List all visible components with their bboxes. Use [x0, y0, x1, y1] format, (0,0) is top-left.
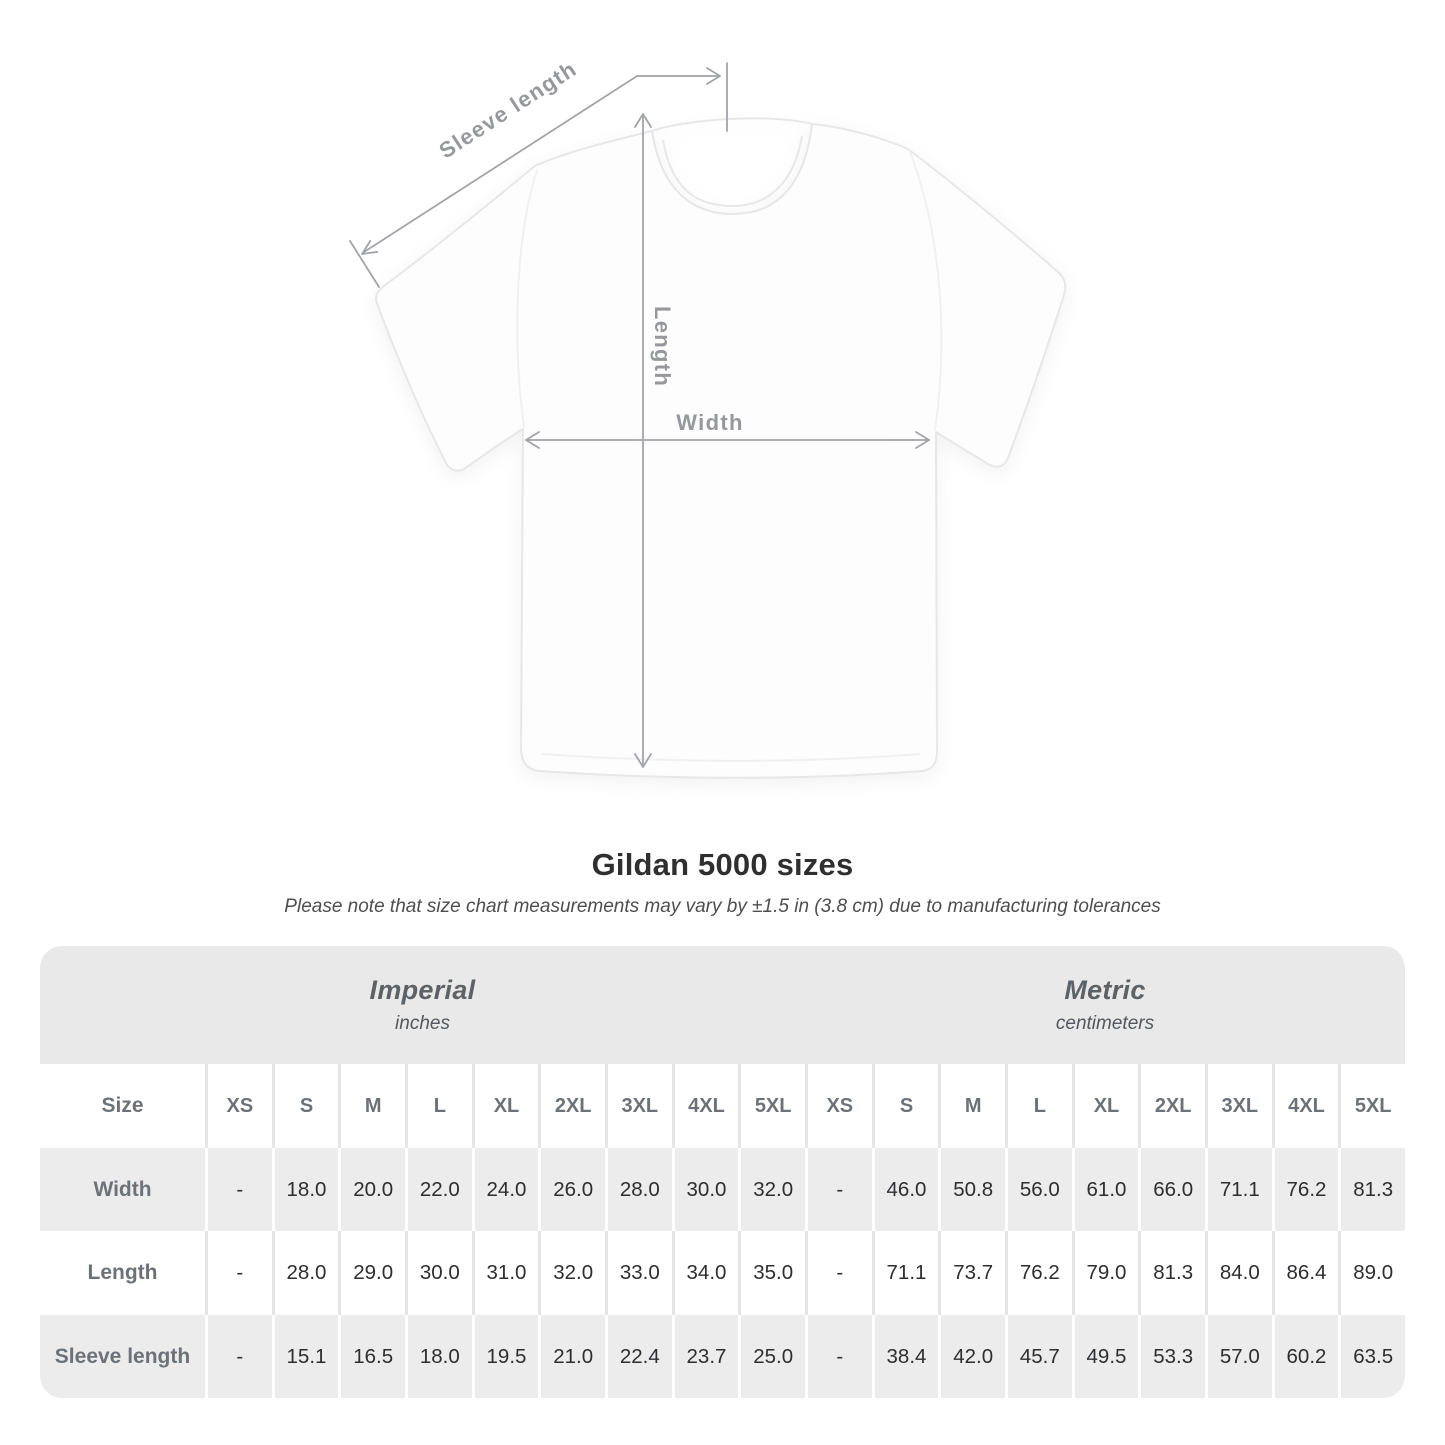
value-cell: 76.2 — [1272, 1148, 1339, 1231]
collar-rib-line — [663, 136, 802, 206]
value-cell: 71.1 — [1205, 1148, 1272, 1231]
value-cell: 45.7 — [1005, 1315, 1072, 1398]
value-cell: 86.4 — [1272, 1231, 1339, 1315]
size-column-header: Size — [101, 1094, 144, 1117]
value-cell: 28.0 — [605, 1148, 672, 1231]
value-cell: 61.0 — [1072, 1148, 1139, 1231]
metric-group-title: Metric — [1064, 975, 1146, 1005]
value-cell: 15.1 — [272, 1315, 339, 1398]
value-cell: 89.0 — [1338, 1231, 1405, 1315]
value-cell: 32.0 — [738, 1148, 805, 1231]
value-cell: 79.0 — [1072, 1231, 1139, 1315]
size-header: L — [405, 1064, 472, 1148]
value-cell: 46.0 — [872, 1148, 939, 1231]
value-cell: 18.0 — [405, 1315, 472, 1398]
value-cell: 42.0 — [938, 1315, 1005, 1398]
value-cell: 30.0 — [405, 1231, 472, 1315]
value-cell: 53.3 — [1138, 1315, 1205, 1398]
value-cell: 63.5 — [1338, 1315, 1405, 1398]
imperial-group-unit: inches — [395, 1013, 450, 1034]
sleeve-tick — [350, 241, 379, 287]
value-cell: 31.0 — [472, 1231, 539, 1315]
value-cell: 24.0 — [472, 1148, 539, 1231]
collar-back-line — [652, 118, 812, 131]
size-header: 3XL — [605, 1064, 672, 1148]
length-label: Length — [650, 306, 675, 388]
value-cell: 35.0 — [738, 1231, 805, 1315]
value-cell: 81.3 — [1338, 1148, 1405, 1231]
imperial-group-header — [40, 946, 805, 1064]
row-label: Length — [87, 1261, 158, 1284]
value-cell: 56.0 — [1005, 1148, 1072, 1231]
value-cell: 38.4 — [872, 1315, 939, 1398]
value-cell: 23.7 — [672, 1315, 739, 1398]
value-cell: 26.0 — [538, 1148, 605, 1231]
size-header: S — [872, 1064, 939, 1148]
tolerance-note: Please note that size chart measurements may vary by ±1.5 in (3.8 cm) due to manufacturing tolerances — [284, 896, 1161, 917]
sleeve-length-label: Sleeve length — [434, 56, 582, 164]
value-cell: 66.0 — [1138, 1148, 1205, 1231]
table-row-width — [40, 1148, 1405, 1231]
value-cell: 19.5 — [472, 1315, 539, 1398]
size-header: 5XL — [738, 1064, 805, 1148]
value-cell: - — [205, 1231, 272, 1315]
imperial-group-title: Imperial — [369, 975, 476, 1005]
table-row-sleeve-length — [40, 1315, 1405, 1398]
size-header: S — [272, 1064, 339, 1148]
size-header: XL — [1072, 1064, 1139, 1148]
value-cell: 29.0 — [338, 1231, 405, 1315]
value-cell: - — [805, 1231, 872, 1315]
size-header: M — [938, 1064, 1005, 1148]
value-cell: - — [805, 1148, 872, 1231]
page-title: Gildan 5000 sizes — [591, 847, 854, 882]
value-cell: 20.0 — [338, 1148, 405, 1231]
value-cell: 71.1 — [872, 1231, 939, 1315]
value-cell: 49.5 — [1072, 1315, 1139, 1398]
size-header: 4XL — [1272, 1064, 1339, 1148]
value-cell: 30.0 — [672, 1148, 739, 1231]
value-cell: 16.5 — [338, 1315, 405, 1398]
row-label: Sleeve length — [54, 1344, 191, 1368]
size-header: 2XL — [1138, 1064, 1205, 1148]
size-header-row — [40, 1064, 1405, 1148]
value-cell: 73.7 — [938, 1231, 1005, 1315]
value-cell: 34.0 — [672, 1231, 739, 1315]
size-header: 4XL — [672, 1064, 739, 1148]
tshirt-graphic — [376, 118, 1065, 777]
value-cell: - — [205, 1315, 272, 1398]
value-cell: - — [205, 1148, 272, 1231]
size-header: 5XL — [1338, 1064, 1405, 1148]
size-table — [40, 946, 1405, 1398]
value-cell: - — [805, 1315, 872, 1398]
value-cell: 22.0 — [405, 1148, 472, 1231]
value-cell: 21.0 — [538, 1315, 605, 1398]
size-header: 3XL — [1205, 1064, 1272, 1148]
value-cell: 57.0 — [1205, 1315, 1272, 1398]
value-cell: 28.0 — [272, 1231, 339, 1315]
tshirt-body — [376, 124, 1065, 778]
size-header: L — [1005, 1064, 1072, 1148]
size-header: 2XL — [538, 1064, 605, 1148]
value-cell: 25.0 — [738, 1315, 805, 1398]
value-cell: 50.8 — [938, 1148, 1005, 1231]
value-cell: 76.2 — [1005, 1231, 1072, 1315]
unit-header-band — [40, 946, 1405, 1064]
size-header: XS — [205, 1064, 272, 1148]
value-cell: 18.0 — [272, 1148, 339, 1231]
size-header: XS — [805, 1064, 872, 1148]
size-header: M — [338, 1064, 405, 1148]
row-label: Width — [93, 1177, 152, 1201]
size-header: XL — [472, 1064, 539, 1148]
value-cell: 84.0 — [1205, 1231, 1272, 1315]
table-row-length — [40, 1231, 1405, 1315]
value-cell: 81.3 — [1138, 1231, 1205, 1315]
value-cell: 33.0 — [605, 1231, 672, 1315]
value-cell: 60.2 — [1272, 1315, 1339, 1398]
value-cell: 32.0 — [538, 1231, 605, 1315]
value-cell: 22.4 — [605, 1315, 672, 1398]
width-label: Width — [676, 410, 744, 435]
metric-group-header — [805, 946, 1405, 1064]
metric-group-unit: centimeters — [1055, 1013, 1155, 1034]
